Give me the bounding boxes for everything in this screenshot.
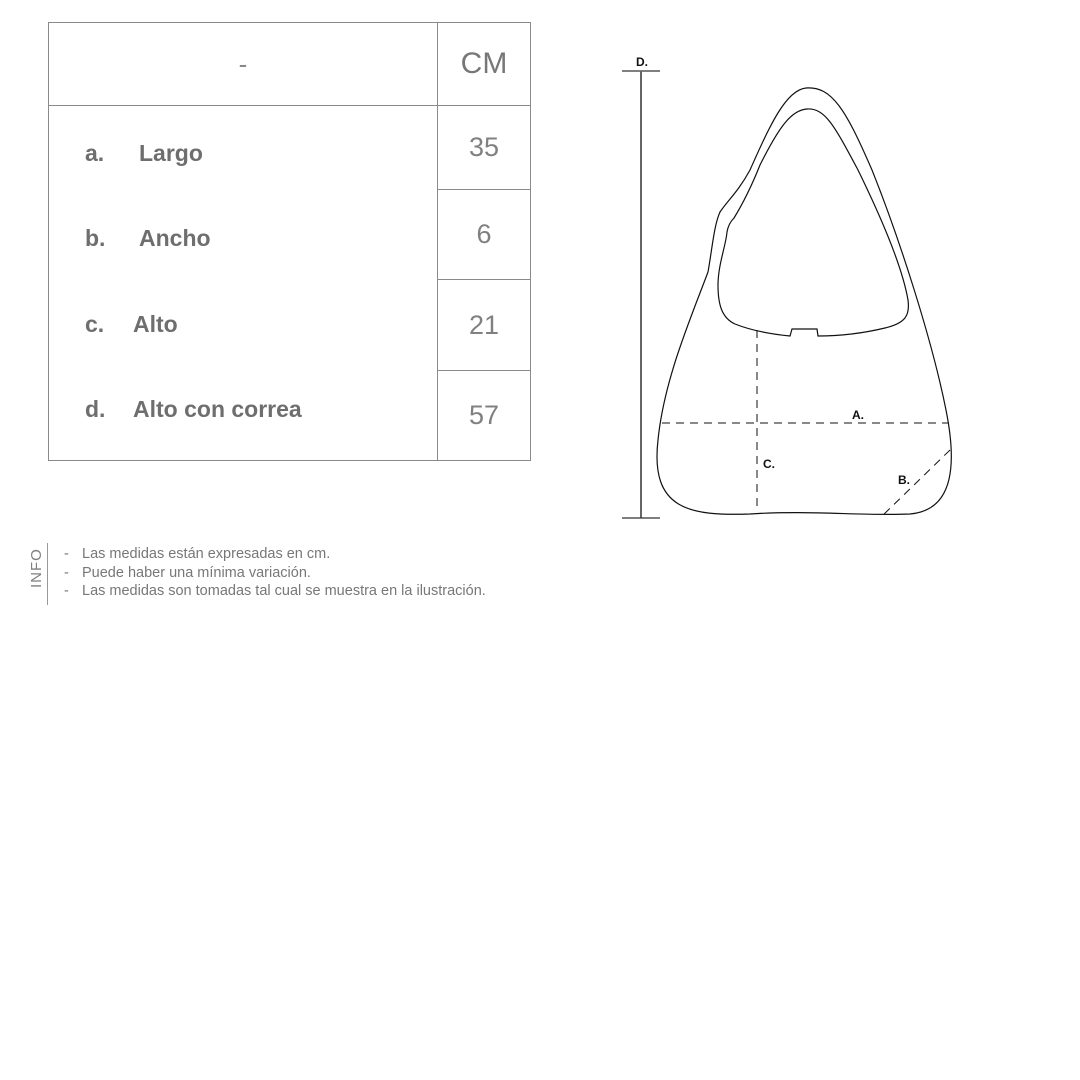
info-note: - Puede haber una mínima variación. <box>64 564 486 583</box>
label-c: C. <box>763 457 775 471</box>
row-value-ancho: 6 <box>476 219 492 249</box>
bag-diagram <box>610 40 970 530</box>
row-value-alto: 21 <box>468 309 500 340</box>
label-d: D. <box>636 55 648 69</box>
info-title: INFO <box>28 548 45 588</box>
header-measure: - <box>238 48 248 79</box>
label-a: A. <box>852 408 864 422</box>
measurements-table <box>48 22 531 461</box>
row-letter: d. <box>85 395 106 422</box>
header-unit: CM <box>460 47 508 80</box>
row-label-alto-con-correa <box>85 392 302 426</box>
row-name: Ancho <box>139 224 211 251</box>
row-name: Alto <box>133 310 178 337</box>
label-b: B. <box>898 473 910 487</box>
info-note: - Las medidas son tomadas tal cual se muestra en la ilustración. <box>64 582 486 601</box>
row-letter: b. <box>85 224 106 251</box>
row-name: Alto con correa <box>133 395 302 422</box>
row-value-alto-con-correa: 57 <box>468 400 500 430</box>
row-name: Largo <box>139 139 203 166</box>
row-letter: a. <box>85 139 105 166</box>
info-note: - Las medidas están expresadas en cm. <box>64 545 486 564</box>
bag-outline <box>657 88 951 515</box>
dimension-b-line <box>880 450 950 518</box>
row-letter: c. <box>85 310 105 337</box>
row-label-alto <box>85 307 178 341</box>
info-divider <box>47 543 48 605</box>
info-notes <box>64 545 486 601</box>
row-label-largo <box>85 136 203 170</box>
row-value-largo: 35 <box>468 132 500 162</box>
handle-opening <box>718 109 908 336</box>
row-label-ancho <box>85 221 211 255</box>
